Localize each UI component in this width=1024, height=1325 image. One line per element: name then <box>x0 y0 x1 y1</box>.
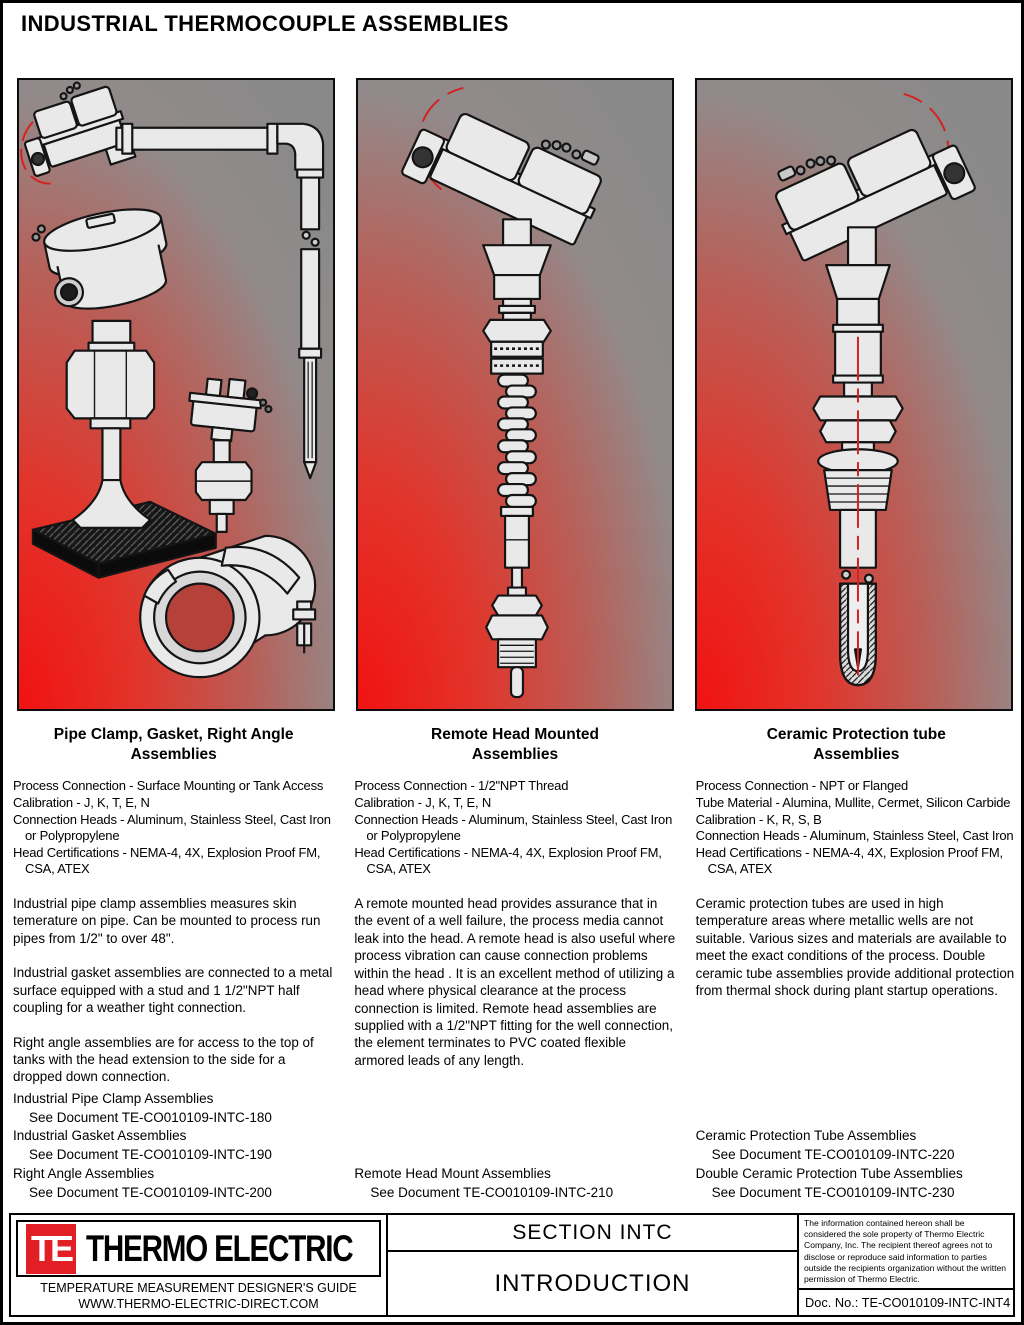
footer-legal-cell <box>799 1215 1013 1315</box>
spec-item: Process Connection - NPT or Flanged <box>695 778 909 794</box>
spec-item: Head Certifications - NEMA-4, 4X, Explosion Proof FM, CSA, ATEX <box>13 844 321 877</box>
spec-item: Connection Heads - Aluminum, Stainless Steel, Cast Iron <box>695 828 1014 844</box>
reference-name: Right Angle Assemblies <box>13 1166 155 1182</box>
description-paragraph: Industrial gasket assemblies are connected to a metal surface equipped with a stud and 1 1/2"NPT half coupling for a weather tight connection. <box>13 965 333 1016</box>
panel-pipe-clamp-gasket-right-angle <box>17 78 335 711</box>
spec-item: Calibration - K, R, S, B <box>695 811 822 827</box>
reference-name: Ceramic Protection Tube Assemblies <box>695 1128 917 1144</box>
ceramic-tube-assembly <box>761 94 976 685</box>
spec-item: Tube Material - Alumina, Mullite, Cermet, Silicon Carbide <box>695 794 1011 810</box>
spec-item: Process Connection - 1/2"NPT Thread <box>354 778 569 794</box>
reference-doc: See Document TE-CO010109-INTC-190 <box>29 1147 272 1163</box>
spec-item: Head Certifications - NEMA-4, 4X, Explosion Proof FM, CSA, ATEX <box>695 844 1003 877</box>
gasket-assembly <box>30 201 215 578</box>
spec-item: Connection Heads - Aluminum, Stainless Steel, Cast Iron or Polypropylene <box>13 811 331 844</box>
spec-item: Calibration - J, K, T, E, N <box>354 794 492 810</box>
footer-brand-cell <box>11 1215 388 1315</box>
doc-number: Doc. No.: TE-CO010109-INTC-INT4 <box>805 1295 1011 1311</box>
reference-name: Industrial Pipe Clamp Assemblies <box>13 1090 214 1106</box>
pipe-clamp-gasket-right-angle-illustration <box>19 80 333 709</box>
spec-item: Process Connection - Surface Mounting or Tank Access <box>13 778 324 794</box>
brand-logo-box <box>16 1220 381 1277</box>
remote-head-assembly <box>401 83 616 697</box>
reference-name: Industrial Gasket Assemblies <box>13 1128 187 1144</box>
reference-doc: See Document TE-CO010109-INTC-220 <box>711 1147 955 1163</box>
legal-notice: The information contained hereon shall be considered the sole property of Thermo Electric Company, Inc. The recipient thereof agrees not to disclose or reproduce said information to parties outside the recipients organization without the written permission of Thermo Electric. <box>799 1215 1013 1290</box>
description-paragraph: Industrial pipe clamp assemblies measures skin temerature on pipe. Can be mounted to process run pipes from 1/2" to over 48". <box>13 896 321 946</box>
spec-item: Head Certifications - NEMA-4, 4X, Explosion Proof FM, CSA, ATEX <box>354 844 662 877</box>
spec-list <box>696 778 1017 878</box>
page-title: INDUSTRIAL THERMOCOUPLE ASSEMBLIES <box>21 11 509 36</box>
panel-ceramic-protection-tube <box>695 78 1013 711</box>
reference-doc: See Document TE-CO010109-INTC-230 <box>711 1185 955 1201</box>
spec-item: Calibration - J, K, T, E, N <box>13 794 150 810</box>
description-columns <box>13 725 1017 1086</box>
description-paragraph: Right angle assemblies are for access to the top of tanks with the head extension to the side for a dropped down connection. <box>13 1034 314 1085</box>
panel-remote-head-mounted <box>356 78 674 711</box>
title-block-footer <box>9 1213 1015 1317</box>
column-pipe-clamp-gasket-right-angle <box>13 725 334 1086</box>
spec-item: Connection Heads - Aluminum, Stainless Steel, Cast Iron or Polypropylene <box>354 811 673 844</box>
reference-doc: See Document TE-CO010109-INTC-180 <box>29 1109 272 1125</box>
brand-name: THERMO ELECTRIC <box>86 1227 353 1269</box>
reference-column-left <box>13 1090 334 1203</box>
reference-name: Remote Head Mount Assemblies <box>354 1166 551 1182</box>
column-ceramic-protection-tube <box>696 725 1017 1086</box>
reference-name: Double Ceramic Protection Tube Assemblies <box>695 1166 963 1182</box>
subsection-label: INTRODUCTION <box>494 1269 691 1297</box>
reference-column-right <box>696 1127 1017 1203</box>
reference-column-center <box>354 1165 675 1203</box>
section-label: SECTION INTC <box>388 1215 797 1252</box>
column-heading: Remote Head Mounted Assemblies <box>431 726 599 764</box>
spec-list <box>13 778 334 878</box>
description-paragraph: Ceramic protection tubes are used in high temperature areas where metallic wells are not suitable. Various sizes and materials are available to meet the exact conditions of the process. Double ceramic tube assemblies provide additional protection from thermal shock during plant startup operations. <box>695 896 1015 999</box>
document-references <box>13 1085 1017 1203</box>
tagline-guide: TEMPERATURE MEASUREMENT DESIGNER'S GUIDE <box>40 1281 357 1295</box>
reference-doc: See Document TE-CO010109-INTC-210 <box>370 1185 614 1201</box>
illustration-panels <box>17 78 1013 711</box>
brand-taglines <box>11 1280 386 1315</box>
remote-head-mounted-illustration <box>358 80 672 709</box>
column-heading: Ceramic Protection tube Assemblies <box>766 726 946 764</box>
column-heading: Pipe Clamp, Gasket, Right Angle Assemblies <box>53 726 294 764</box>
description-paragraph: A remote mounted head provides assurance that in the event of a well failure, the process media cannot leak into the head. A remote head is also useful where process vibration can cause connection problems within the head . It is an excellent method of utilizing a head where physical clearance at the process connection is limited. Remote head assemblies are supplied with a 1/2"NPT fitting for the well connection, the element terminates to PVC coated flexible armored leads of any length. <box>354 896 676 1068</box>
footer-section-cell <box>388 1215 799 1315</box>
column-remote-head-mounted <box>354 725 675 1086</box>
ceramic-protection-tube-illustration <box>697 80 1011 709</box>
tagline-website: WWW.THERMO-ELECTRIC-DIRECT.COM <box>78 1297 319 1311</box>
thermo-electric-logo-icon: TE <box>26 1224 76 1274</box>
spec-list <box>354 778 675 878</box>
reference-doc: See Document TE-CO010109-INTC-200 <box>29 1185 272 1201</box>
